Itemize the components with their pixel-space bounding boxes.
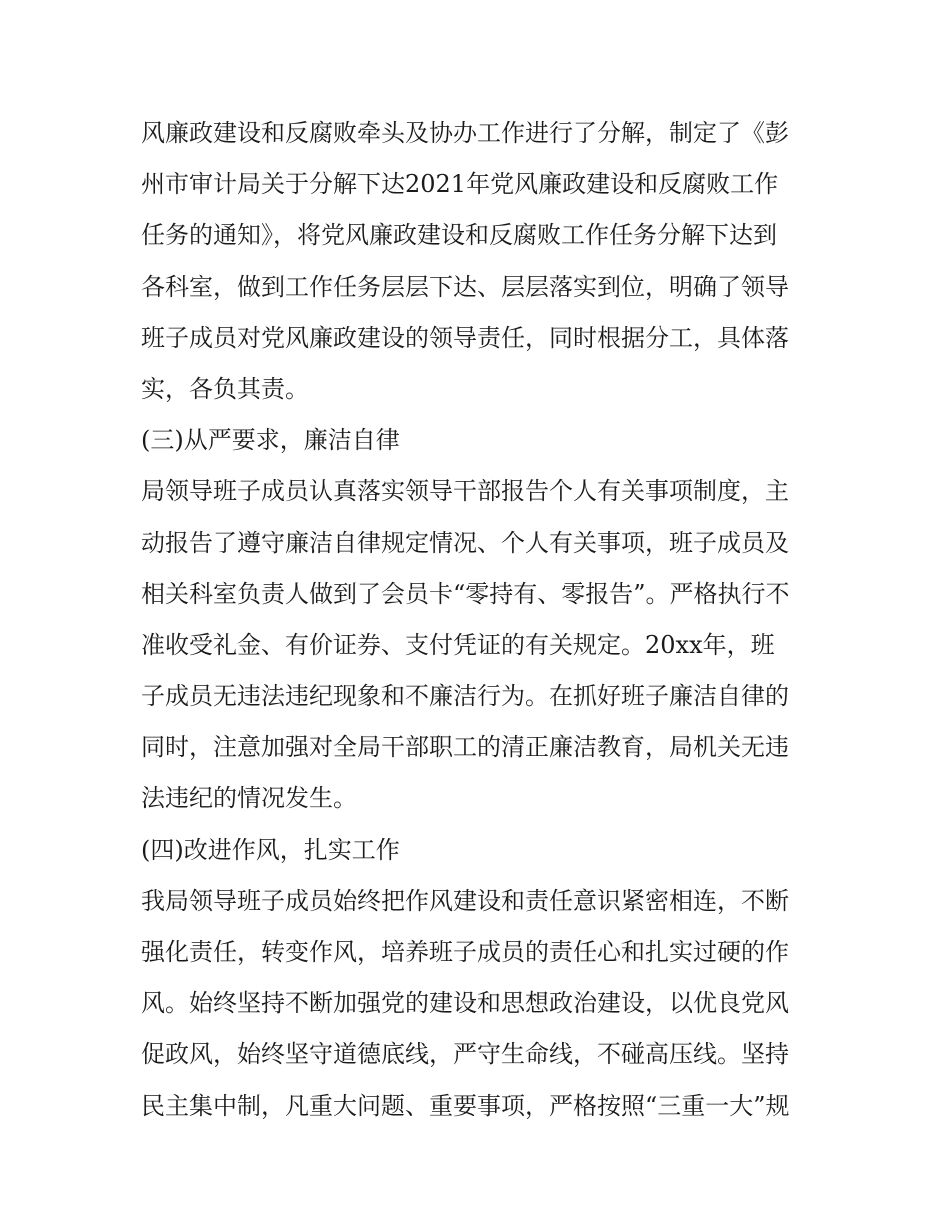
text-line-17: 强化责任，转变作风，培养班子成员的责任心和扎实过硬的作 [141,938,789,966]
text-line-11: 准收受礼金、有价证券、支付凭证的有关规定。20xx年，班 [141,630,775,659]
section-heading-4: (四)改进作风，扎实工作 [141,835,400,864]
text-line-16: 我局领导班子成员始终把作风建设和责任意识紧密相连，不断 [141,886,789,915]
text-line-6: 实，各负其责。 [141,374,309,403]
section-heading-3: (三)从严要求，廉洁自律 [141,426,400,455]
text-line-2: 州市审计局关于分解下达2021年党风廉政建设和反腐败工作 [141,170,779,199]
text-line-1: 风廉政建设和反腐败牵头及协办工作进行了分解，制定了《彭 [141,119,789,147]
text-line-9: 动报告了遵守廉洁自律规定情况、个人有关事项，班子成员及 [141,528,789,557]
text-line-8: 局领导班子成员认真落实领导干部报告个人有关事项制度，主 [141,477,789,506]
text-line-3: 任务的通知》，将党风廉政建设和反腐败工作任务分解下达到 [141,221,777,250]
text-line-14: 法违纪的情况发生。 [141,784,357,813]
text-line-13: 同时，注意加强对全局干部职工的清正廉洁教育，局机关无违 [141,733,789,762]
text-line-18: 风。始终坚持不断加强党的建设和思想政治建设，以优良党风 [141,989,789,1018]
document-body [141,108,821,1132]
text-line-20: 民主集中制，凡重大问题、重要事项，严格按照“三重一大”规 [141,1091,790,1120]
text-line-12: 子成员无违法违纪现象和不廉洁行为。在抓好班子廉洁自律的 [141,682,789,711]
text-line-4: 各科室，做到工作任务层层下达、层层落实到位，明确了领导 [141,272,789,301]
text-line-10: 相关科室负责人做到了会员卡“零持有、零报告”。严格执行不 [141,579,790,608]
text-line-5: 班子成员对党风廉政建设的领导责任，同时根据分工，具体落 [141,323,789,352]
text-line-19: 促政风，始终坚守道德底线，严守生命线，不碰高压线。坚持 [141,1040,789,1069]
